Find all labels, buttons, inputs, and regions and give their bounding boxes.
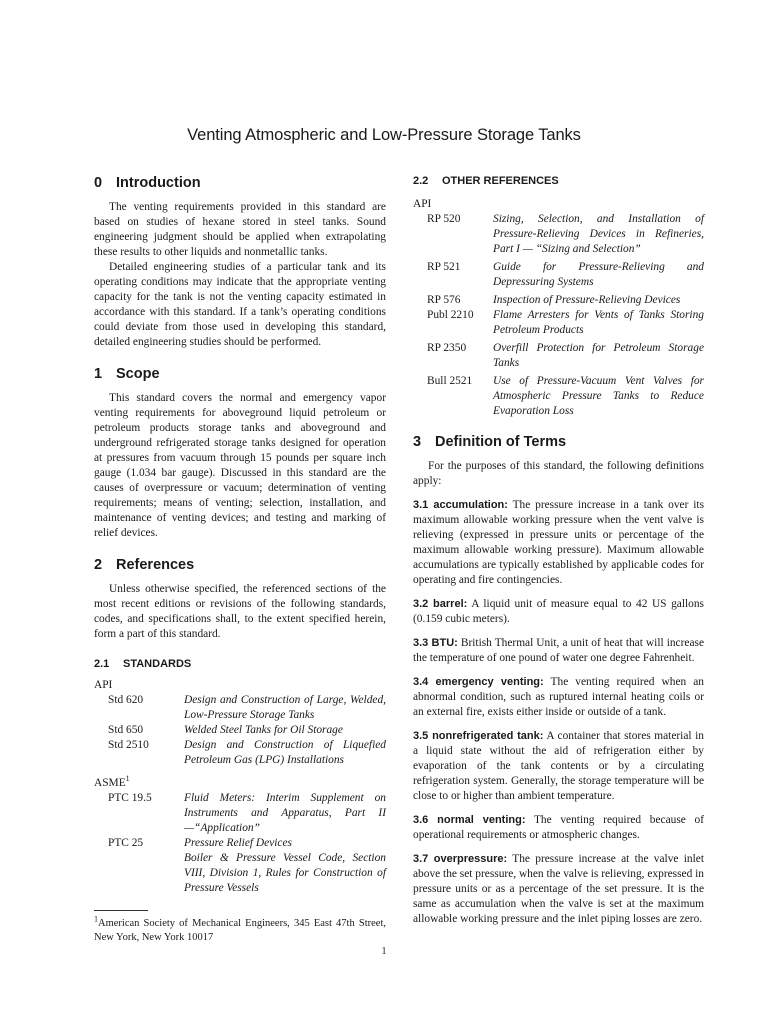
subsection-title: STANDARDS [123, 658, 192, 670]
section-number: 2 [94, 557, 103, 573]
definition-text: British Thermal Unit, a unit of heat that will increase the temperature of one pound of water one degree Fahrenheit. [413, 637, 704, 664]
reference-title: Sizing, Selection, and Installation of Pressure-Relieving Devices in Refineries, Part I — “Sizing and Selection” [493, 213, 704, 255]
reference-item [413, 374, 704, 419]
reference-item [413, 293, 704, 308]
intro-paragraph-1: The venting requirements provided in this standard are based on studies of hexane stored in steel tanks. Sound engineering judgment should be applied when extrapolating these results to other liquids and nonmetallic tanks. [94, 201, 386, 258]
definition-item [413, 675, 704, 720]
reference-title: Guide for Pressure-Relieving and Depressuring Systems [493, 261, 704, 288]
definition-term: 3.1 accumulation: [413, 499, 508, 511]
definition-item [413, 729, 704, 804]
definition-text: The venting required when an abnormal condition, such as ruptured internal heating coils or an external fire, exists either inside or outside of a tank. [413, 676, 704, 718]
definition-text: The venting required because of operational requirements or atmospheric changes. [413, 814, 704, 841]
subsection-number: 2.1 [94, 658, 110, 670]
right-column [413, 174, 704, 927]
subsection-number: 2.2 [413, 175, 429, 187]
reference-item [94, 836, 386, 851]
footnote-marker: 1 [125, 774, 130, 784]
reference-code: Std 650 [108, 724, 144, 736]
definition-term: 3.3 BTU: [413, 637, 458, 649]
references-paragraph: Unless otherwise specified, the referenced sections of the most recent editions or revisions of the following standards, codes, and specifications shall, to the extent specified herein, form a part of this standard. [94, 583, 386, 640]
footnote [94, 914, 386, 945]
definition-text: The pressure increase at the valve inlet above the set pressure, when the valve is relieving, expressed in pressure units or as a percentage of the set pressure. It is the same as accumulation when the valve is set at the maximum allowable working pressure and the inlet piping losses are zero. [413, 853, 705, 925]
reference-item [94, 851, 386, 896]
asme-label-text: ASME [94, 777, 126, 789]
scope-paragraph: This standard covers the normal and emergency vapor venting requirements for aboveground liquid petroleum or petroleum products storage tanks and aboveground and underground refrigerated storage tanks designed for operation at pressures from vacuum through 15 pounds per square inch gauge (1.034 bar gauge). Discussed in this standard are the causes of overpressure or vacuum; determination of venting requirements; means of venting; selection, installation, and maintenance of venting devices; and testing and marking of relief devices. [94, 392, 386, 539]
definition-term: 3.6 normal venting: [413, 814, 526, 826]
definition-item [413, 813, 704, 843]
section-number: 1 [94, 366, 103, 382]
definition-text: The pressure increase in a tank over its maximum allowable working pressure when the vent valve is relieving (expressed in pressure units or percentage of the maximum allowable working pressure). Maximum allowable accumulations are typically established by applicable codes for operating and fire contingencies. [413, 499, 704, 586]
definition-term: 3.7 overpressure: [413, 853, 508, 865]
section-number: 3 [413, 434, 422, 450]
api-label: API [94, 679, 113, 691]
section-title: Definition of Terms [435, 434, 567, 450]
reference-code: RP 2350 [427, 342, 467, 354]
reference-item [94, 693, 386, 723]
reference-item [94, 738, 386, 768]
definition-item [413, 597, 704, 627]
section-0-heading [94, 174, 386, 192]
subsection-title: OTHER REFERENCES [442, 175, 559, 187]
reference-code: Publ 2210 [427, 309, 474, 321]
reference-item [94, 791, 386, 836]
reference-title: Welded Steel Tanks for Oil Storage [184, 724, 343, 736]
reference-item [413, 341, 704, 371]
definition-item [413, 636, 704, 666]
reference-code: RP 520 [427, 213, 461, 225]
section-title: Scope [116, 366, 160, 382]
api-label: API [413, 198, 432, 210]
reference-code: PTC 19.5 [108, 792, 152, 804]
reference-title: Use of Pressure-Vacuum Vent Valves for Atmospheric Pressure Tanks to Reduce Evaporation Loss [493, 375, 704, 417]
reference-code: Bull 2521 [427, 375, 473, 387]
intro-paragraph-2: Detailed engineering studies of a particular tank and its operating conditions may indicate that the appropriate venting capacity for the tank is not the venting capacity estimated in accordance with this standard. If a tank’s operating conditions could deviate from those used in developing this standard, detailed engineering studies should be performed. [94, 261, 386, 348]
page-number: 1 [381, 946, 387, 957]
definition-text: A container that stores material in a liquid state without the aid of refrigeration either by evaporation of the tank contents or by a circulating refrigeration system. Generally, the storage temperature will be close to or higher than ambient temperature. [413, 730, 704, 802]
reference-title: Design and Construction of Liquefied Petroleum Gas (LPG) Installations [184, 739, 386, 766]
reference-code: Std 2510 [108, 739, 149, 751]
reference-code [94, 851, 184, 896]
definition-item [413, 498, 704, 588]
reference-title: Design and Construction of Large, Welded, Low-Pressure Storage Tanks [184, 694, 386, 721]
section-2-heading [94, 556, 386, 574]
definition-item [413, 852, 704, 927]
section-title: References [116, 557, 195, 573]
definition-text: A liquid unit of measure equal to 42 US gallons (0.159 cubic meters). [413, 598, 704, 625]
section-title: Introduction [116, 175, 201, 191]
definition-term: 3.5 nonrefrigerated tank: [413, 730, 544, 742]
reference-code: Std 620 [108, 694, 144, 706]
footnote-marker: 1 [94, 914, 98, 924]
reference-code: PTC 25 [108, 837, 144, 849]
reference-title: Inspection of Pressure-Relieving Devices [493, 294, 681, 306]
reference-code: RP 521 [427, 261, 461, 273]
left-column [94, 174, 386, 945]
asme-label [94, 776, 386, 791]
definitions-intro: For the purposes of this standard, the following definitions apply: [413, 460, 704, 487]
reference-title: Flame Arresters for Vents of Tanks Storing Petroleum Products [493, 309, 704, 336]
definition-term: 3.2 barrel: [413, 598, 468, 610]
reference-code: RP 576 [427, 294, 461, 306]
reference-item [94, 723, 386, 738]
section-number: 0 [94, 175, 103, 191]
reference-title: Fluid Meters: Interim Supplement on Instruments and Apparatus, Part II—“Application” [184, 792, 386, 834]
footnote-text: American Society of Mechanical Engineers, 345 East 47th Street, New York, New York 10017 [94, 918, 386, 943]
subsection-2-1-heading [94, 657, 386, 672]
reference-item [413, 212, 704, 257]
definition-term: 3.4 emergency venting: [413, 676, 544, 688]
reference-item [413, 260, 704, 290]
subsection-2-2-heading [413, 174, 704, 189]
section-3-heading [413, 433, 704, 451]
reference-title: Boiler & Pressure Vessel Code, Section VIII, Division 1, Rules for Construction of Pressure Vessels [184, 852, 386, 894]
reference-item [413, 308, 704, 338]
page-title: Venting Atmospheric and Low-Pressure Storage Tanks [187, 126, 581, 144]
footnote-divider [94, 910, 148, 911]
reference-title: Pressure Relief Devices [184, 837, 292, 849]
section-1-heading [94, 365, 386, 383]
reference-title: Overfill Protection for Petroleum Storage Tanks [493, 342, 704, 369]
